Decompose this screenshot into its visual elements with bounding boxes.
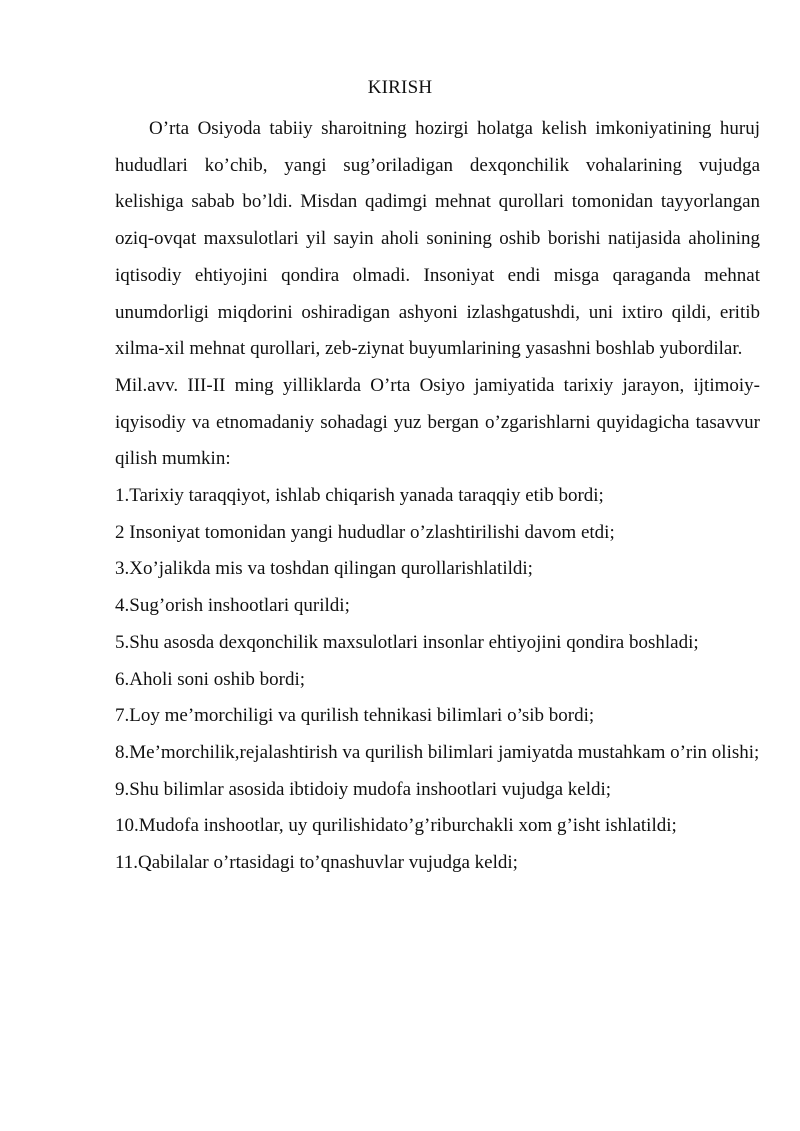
list-item: 5.Shu asosda dexqonchilik maxsulotlari insonlar ehtiyojini qondira boshladi;	[115, 631, 699, 653]
list-item: 11.Qabilalar o’rtasidagi to’qnashuvlar vujudga keldi;	[115, 852, 518, 874]
list-item: 6.Aholi soni oshib bordi;	[115, 668, 306, 690]
list-intro-paragraph: Mil.avv. III-II ming yilliklarda O’rta Osiyo jamiyatida tarixiy jarayon, ijtimoiy-iqyisodiy va etnomadaniy sohadagi yuz bergan o’zgarishlarni quyidagicha tasavvur qilish mumkin:	[115, 374, 760, 470]
list-item: 1.Tarixiy taraqqiyot, ishlab chiqarish yanada taraqqiy etib bordi;	[115, 485, 604, 507]
list-item: 7.Loy me’morchiligi va qurilish tehnikasi bilimlari o’sib bordi;	[115, 705, 595, 727]
list-item: 8.Me’morchilik,rejalashtirish va qurilish bilimlari jamiyatda mustahkam o’rin olishi;	[115, 741, 760, 763]
document-body	[115, 111, 760, 882]
changes-list	[115, 478, 760, 882]
page-title: KIRISH	[367, 77, 433, 98]
list-item: 3.Xo’jalikda mis va toshdan qilingan qurollarishlatildi;	[115, 558, 533, 580]
list-item: 10.Mudofa inshootlar, uy qurilishidato’g’riburchakli xom g’isht ishlatildi;	[115, 815, 677, 837]
list-item: 2 Insoniyat tomonidan yangi hududlar o’zlashtirilishi davom etdi;	[115, 521, 615, 543]
intro-paragraph: O’rta Osiyoda tabiiy sharoitning hozirgi holatga kelish imkoniyatining huruj hududlari ko’chib, yangi sug’oriladigan dexqonchilik vohalarining vujudga kelishiga sabab bo’ldi. Misdan qadimgi mehnat qurollari tomonidan tayyorlangan oziq-ovqat maxsulotlari yil sayin aholi sonining oshib borishi natijasida aholining iqtisodiy ehtiyojini qondira olmadi. Insoniyat endi misga qaraganda mehnat unumdorligi miqdorini oshiradigan ashyoni izlashgatushdi, uni ixtiro qildi, eritib xilma-xil mehnat qurollari, zeb-ziynat buyumlarining yasashni boshlab yubordilar.	[115, 118, 760, 360]
list-item: 9.Shu bilimlar asosida ibtidoiy mudofa inshootlari vujudga keldi;	[115, 778, 612, 800]
list-item: 4.Sug’orish inshootlari qurildi;	[115, 595, 350, 617]
